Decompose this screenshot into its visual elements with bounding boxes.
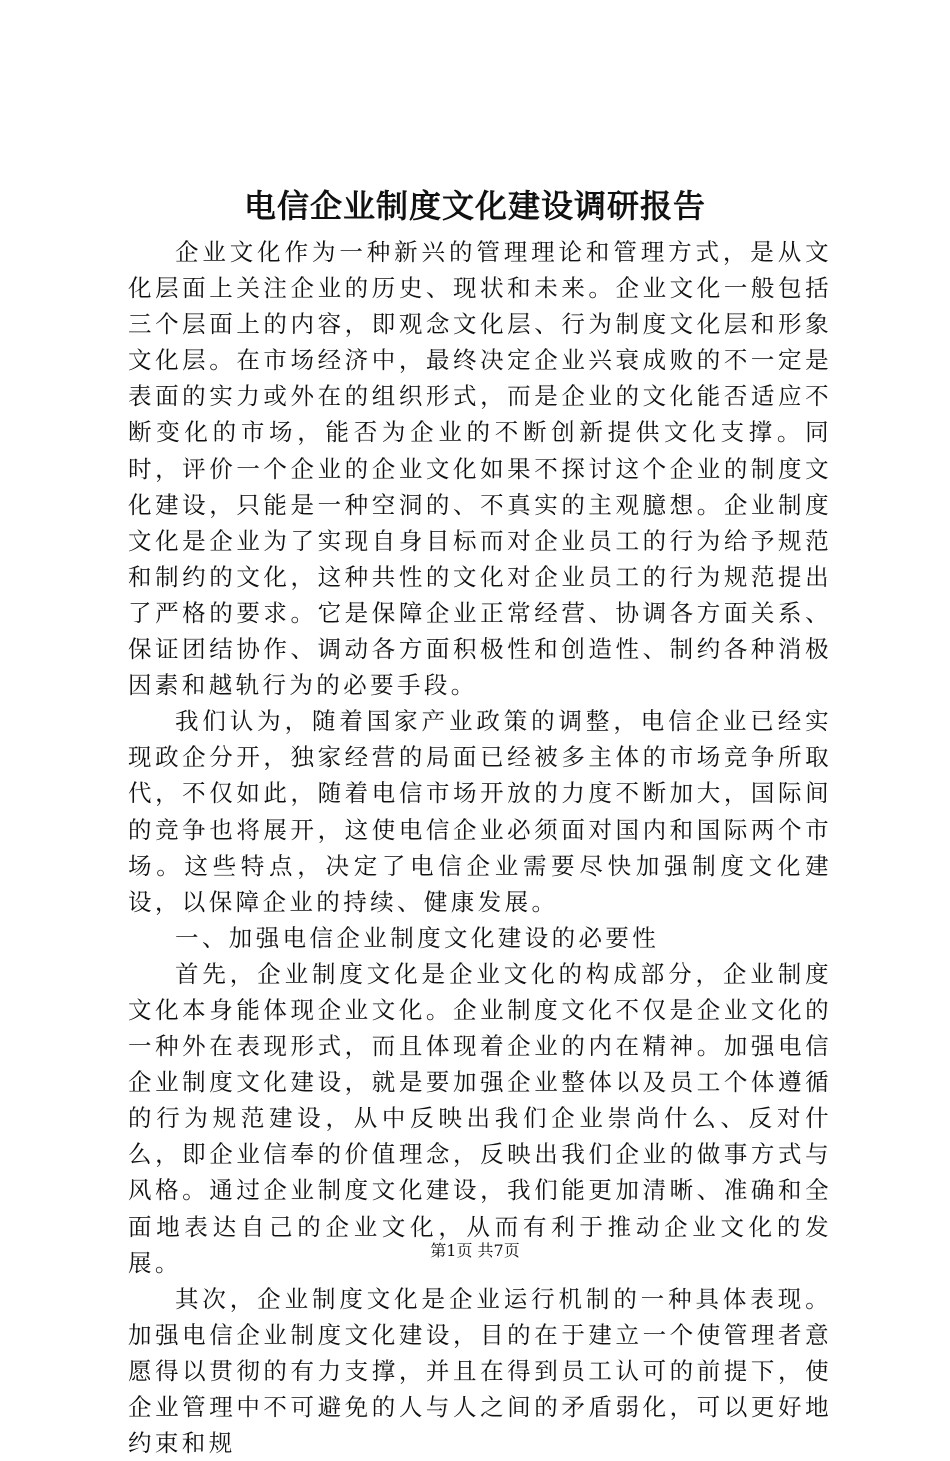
- section-heading: 一、加强电信企业制度文化建设的必要性: [175, 923, 660, 952]
- paragraph-context: 我们认为，随着国家产业政策的调整，电信企业已经实现政企分开，独家经营的局面已经被多主体的市场竞争所取代，不仅如此，随着电信市场开放的力度不断加大，国际间的竞争也将展开，这使电信企业必须面对国内和国际两个市场。这些特点，决定了电信企业需要尽快加强制度文化建设，以保障企业的持续、健康发展。: [128, 707, 832, 916]
- document-body: [128, 234, 832, 1461]
- document-title: 电信企业制度文化建设调研报告: [243, 187, 706, 225]
- paragraph-first-point: 首先，企业制度文化是企业文化的构成部分，企业制度文化本身能体现企业文化。企业制度文化不仅是企业文化的一种外在表现形式，而且体现着企业的内在精神。加强电信企业制度文化建设，就是要加强企业整体以及员工个体遵循的行为规范建设，从中反映出我们企业崇尚什么、反对什么，即企业信奉的价值理念，反映出我们企业的做事方式与风格。通过企业制度文化建设，我们能更加清晰、准确和全面地表达自己的企业文化，从而有利于推动企业文化的发展。: [128, 959, 832, 1277]
- page-footer: 第1页 共7页: [430, 1241, 520, 1260]
- paragraph-second-point: 其次，企业制度文化是企业运行机制的一种具体表现。加强电信企业制度文化建设，目的在于建立一个使管理者意愿得以贯彻的有力支撑，并且在得到员工认可的前提下，使企业管理中不可避免的人与人之间的矛盾弱化，可以更好地约束和规: [128, 1284, 832, 1458]
- paragraph-intro: 企业文化作为一种新兴的管理理论和管理方式，是从文化层面上关注企业的历史、现状和未来。企业文化一般包括三个层面上的内容，即观念文化层、行为制度文化层和形象文化层。在市场经济中，最终决定企业兴衰成败的不一定是表面的实力或外在的组织形式，而是企业的文化能否适应不断变化的市场，能否为企业的不断创新提供文化支撑。同时，评价一个企业的企业文化如果不探讨这个企业的制度文化建设，只能是一种空洞的、不真实的主观臆想。企业制度文化是企业为了实现自身目标而对企业员工的行为给予规范和制约的文化，这种共性的文化对企业员工的行为规范提出了严格的要求。它是保障企业正常经营、协调各方面关系、保证团结协作、调动各方面积极性和创造性、制约各种消极因素和越轨行为的必要手段。: [128, 238, 832, 700]
